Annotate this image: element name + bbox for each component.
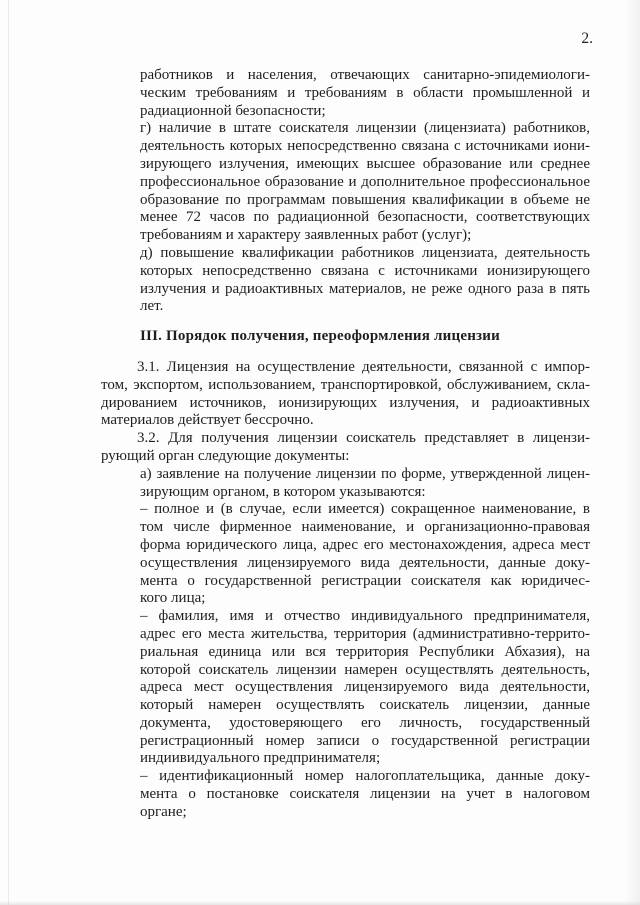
text-line: профессиональное образование и дополнительное профессиональное (140, 173, 590, 190)
text-line: – идентификационный номер налогоплательщика, данные доку- (140, 768, 590, 785)
text-line: мента о государственной регистрации соискателя как юридичес- (140, 572, 590, 589)
text-line: риальная единица или вся территория Республики Абхазия), на (140, 643, 590, 660)
page-number: 2. (581, 30, 593, 47)
text-line: кого лица; (140, 590, 206, 607)
scan-edge-right (624, 0, 640, 905)
text-line: регистрационный номер записи о государственной регистрации (140, 732, 590, 749)
item-g (140, 120, 590, 245)
text-line: осуществления лицензируемого вида деятельности, данные доку- (140, 554, 590, 571)
text-line: менее 72 часов по радиационной безопасности, соответствующих (140, 209, 590, 226)
text-line: работников и населения, отвечающих санитарно-эпидемиологи- (140, 67, 590, 83)
scan-edge-left (8, 0, 9, 905)
dash-item-3 (140, 768, 590, 821)
text-line: адрес его места жительства, территория (административно-террито- (140, 625, 590, 642)
text-line: излучения и радиоактивных материалов, не реже одного раза в пять (140, 280, 590, 297)
text-line: д) повышение квалификации работников лицензиата, деятельность (140, 244, 590, 261)
paragraph-continuation-v (140, 67, 590, 120)
scan-edge-bottom (0, 901, 640, 905)
text-line: 3.1. Лицензия на осуществление деятельности, связанной с импор- (137, 358, 590, 375)
text-line: том числе фирменное наименование, и организационно-правовая (140, 519, 590, 536)
dash-item-1 (140, 501, 590, 608)
text-line: дированием источников, ионизирующих излучения, и радиоактивных (101, 394, 590, 411)
text-line: который намерен осуществлять соискатель лицензии, данные (140, 697, 590, 714)
text-line: органе; (140, 803, 187, 820)
text-line: которой соискатель лицензии намерен осуществлять деятельность, (140, 661, 590, 678)
text-line: образование по программам повышения квалификации в объеме не (140, 191, 590, 208)
text-line: III. Порядок получения, переоформления лицензии (140, 328, 500, 345)
text-line: мента о постановке соискателя лицензии на учет в налоговом (140, 786, 590, 803)
text-line: индиивидуального предпринимателя; (140, 750, 381, 767)
text-line: требованиям и характеру заявленных работ (услуг); (140, 227, 472, 244)
text-line: радиационной безопасности; (140, 102, 326, 119)
item-a (140, 466, 590, 502)
text-line: деятельность которых непосредственно связана с источниками иони- (140, 138, 590, 155)
text-line: зирующим органом, в котором указываются: (140, 483, 426, 500)
paragraph-3-1 (101, 359, 590, 430)
text-line: материалов действует бессрочно. (101, 412, 314, 429)
text-line: г) наличие в штате соискателя лицензии (лицензиата) работников, (140, 120, 590, 137)
text-line: рующий орган следующие документы: (101, 447, 350, 464)
document-body (101, 67, 590, 822)
paragraph-3-2 (101, 430, 590, 466)
text-line: адреса мест осуществления лицензируемого вида деятельности, (140, 679, 590, 696)
text-line: – полное и (в случае, если имеется) сокращенное наименование, в (140, 501, 590, 518)
dash-item-2 (140, 608, 590, 768)
text-line: а) заявление на получение лицензии по форме, утвержденной лицен- (140, 465, 590, 482)
text-line: том, экспортом, использованием, транспортировкой, обслуживанием, скла- (101, 376, 590, 393)
section-heading (140, 328, 590, 346)
text-line: документа, удостоверяющего его личность, государственный (140, 714, 590, 731)
text-line: 3.2. Для получения лицензии соискатель представляет в лицензи- (137, 430, 590, 447)
text-line: которых непосредственно связана с источниками ионизирующего (140, 262, 590, 279)
text-line: зирующего излучения, имеющих высшее образование или среднее (140, 155, 590, 172)
item-d (140, 245, 590, 316)
text-line: – фамилия, имя и отчество индивидуального предпринимателя, (140, 608, 590, 625)
text-line: ческим требованиям и требованиям в области промышленной и (140, 84, 590, 101)
text-line: лет. (140, 298, 164, 315)
text-line: форма юридического лица, адрес его местонахождения, адреса мест (140, 536, 590, 553)
